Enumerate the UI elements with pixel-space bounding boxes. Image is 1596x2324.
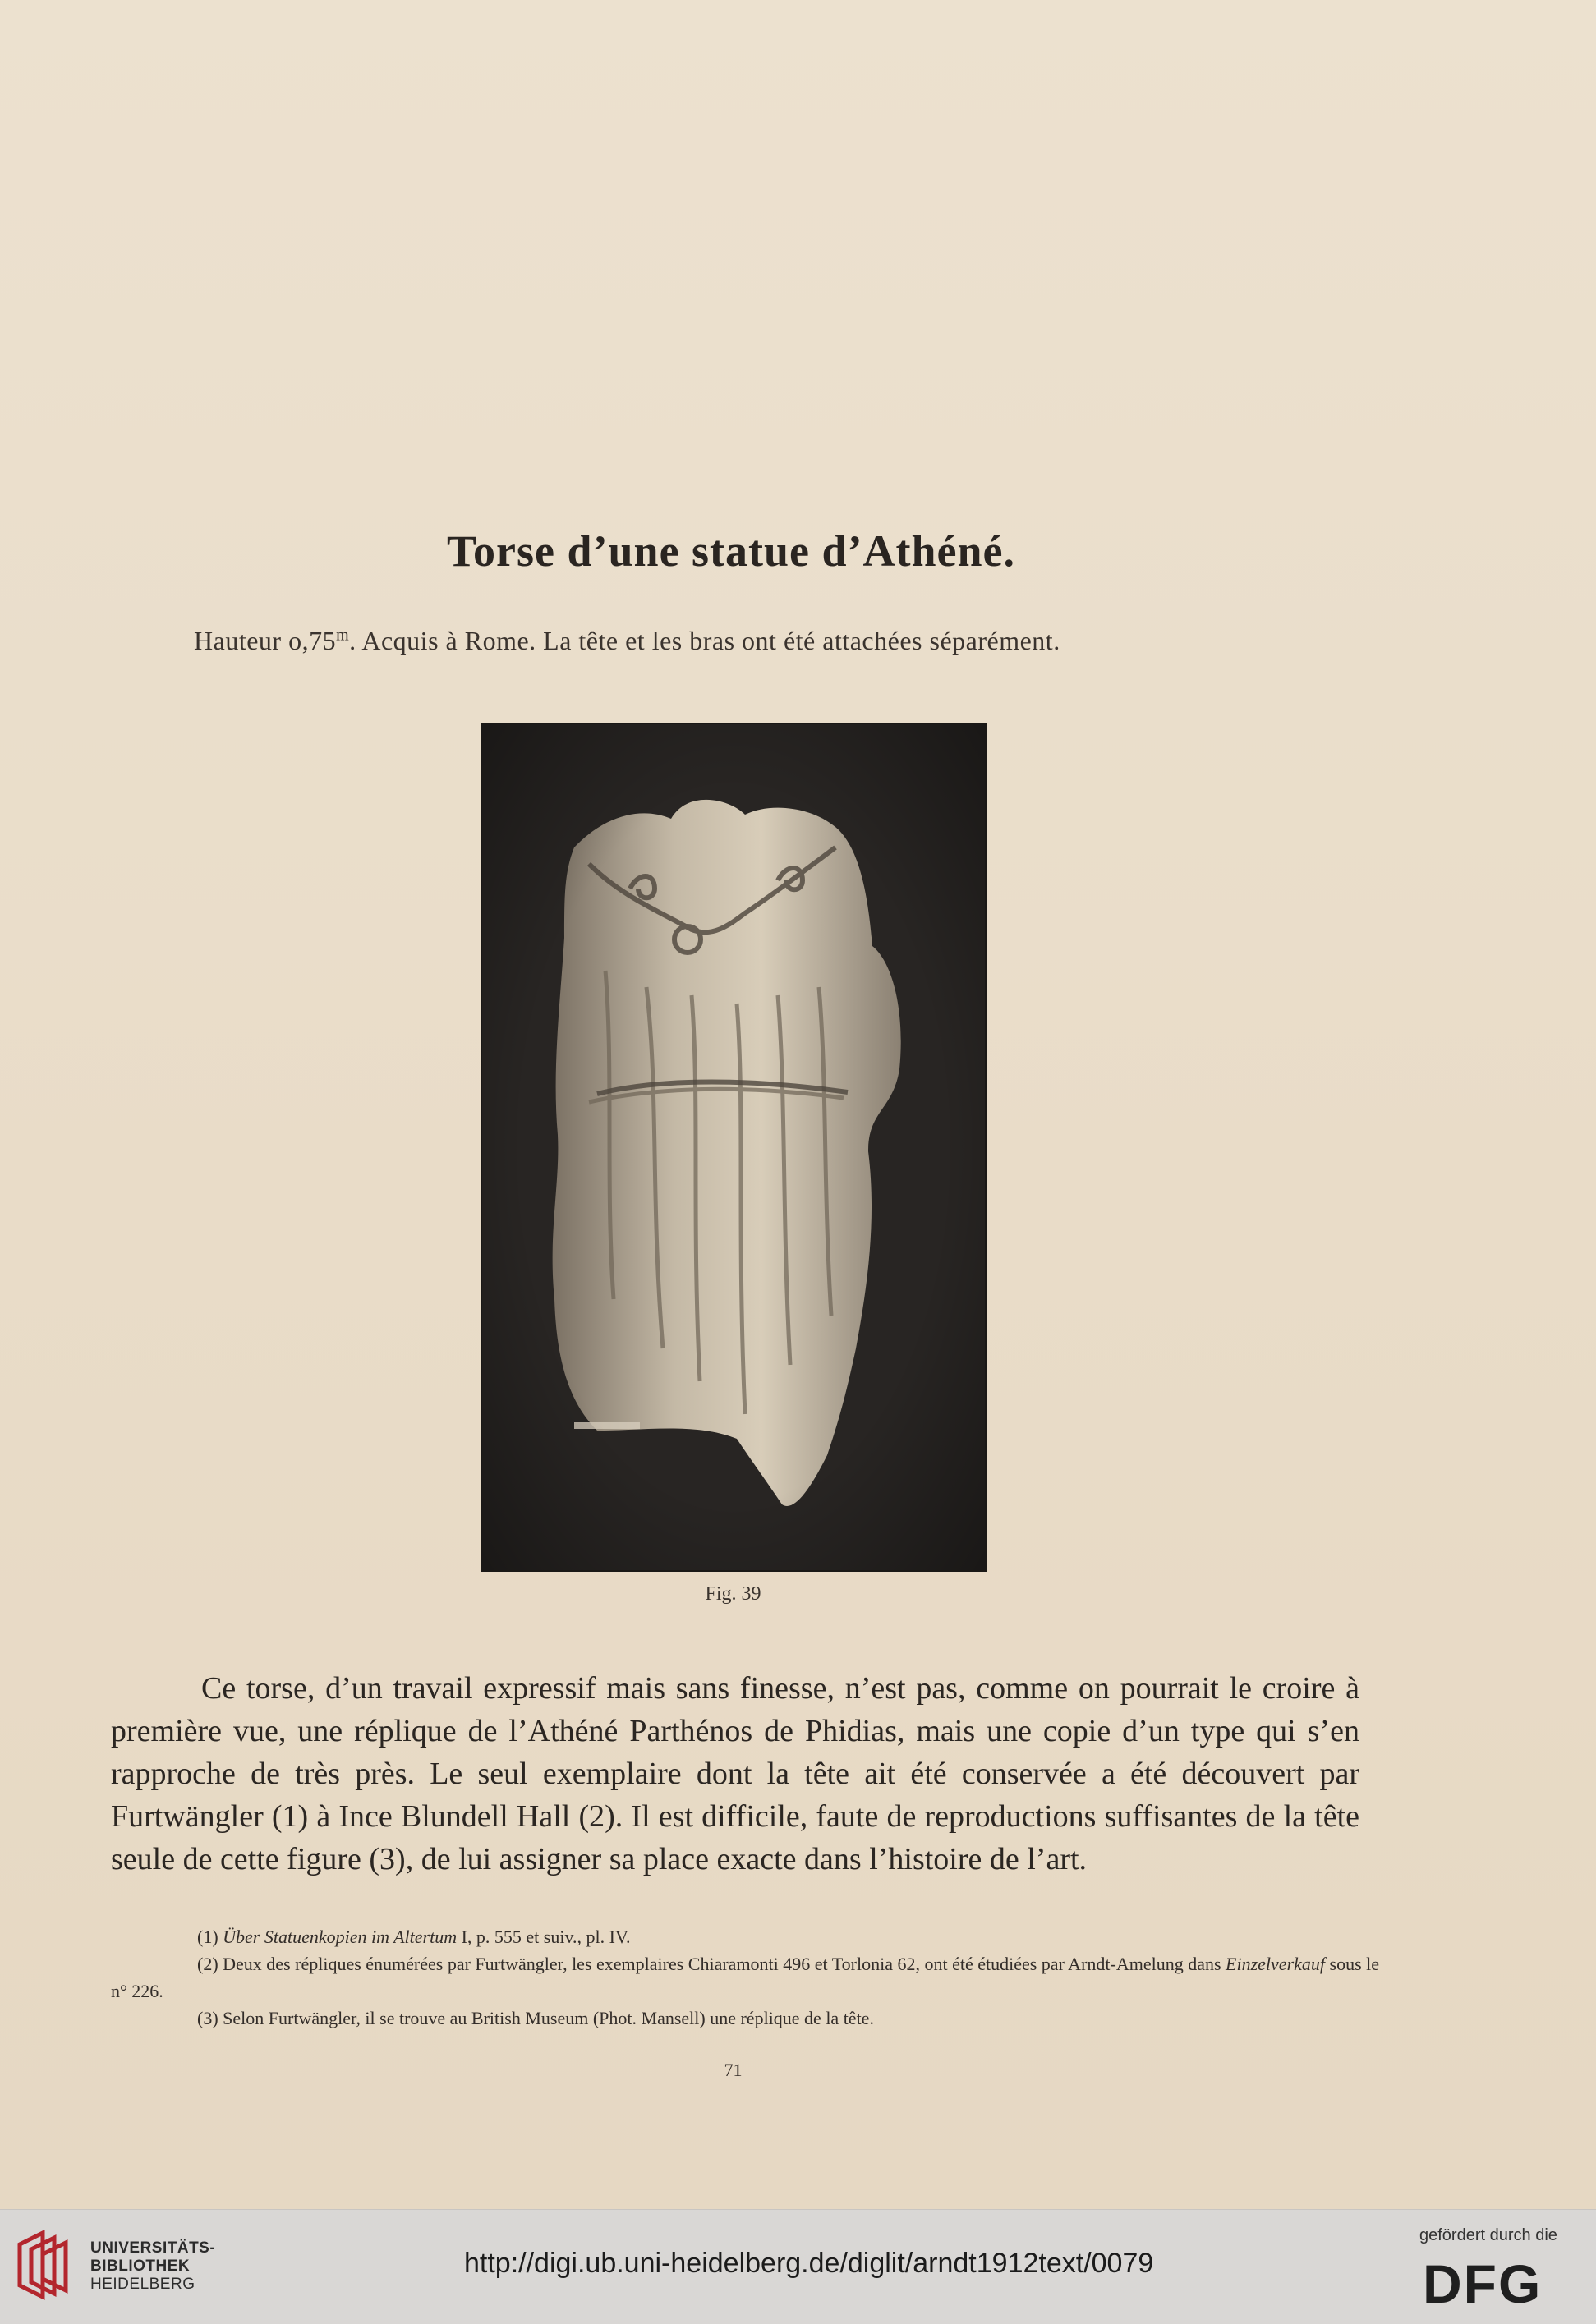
source-url-link[interactable]: http://digi.ub.uni-heidelberg.de/diglit/arndt1912text/0079 bbox=[464, 2248, 1154, 2279]
heidelberg-library-logo-icon bbox=[15, 2228, 71, 2302]
unit-superscript: m bbox=[336, 626, 350, 645]
footnote-1: (1) Über Statuenkopien im Altertum I, p. 555 et suiv., pl. IV. bbox=[197, 1927, 631, 1947]
torso-image bbox=[482, 724, 985, 1570]
funding-label: gefördert durch die bbox=[1419, 2226, 1557, 2244]
digitization-footer bbox=[0, 2209, 1596, 2324]
acquisition-text: . Acquis à Rome. La tête et les bras ont été attachées séparément. bbox=[349, 626, 1060, 655]
footnotes bbox=[111, 1923, 1392, 2032]
torso-photograph bbox=[481, 723, 987, 1572]
page-number: 71 bbox=[724, 2060, 743, 2080]
paragraph-text: Ce torse, d’un travail expressif mais sans finesse, n’est pas, comme on pourrait le croire à première vue, une réplique de l’Athéné Parthénos de Phidias, mais une copie d’un type qui s’en rapproche de très près. Le seul exemplaire dont la tête ait été conservée a été découvert par Furtwängler (1) à Ince Blundell Hall (2). Il est difficile, faute de reproductions suffisantes de la tête seule de cette figure (3), de lui assigner sa place exacte dans l’histoire de l’art. bbox=[111, 1671, 1359, 1876]
dfg-logo: DFG bbox=[1423, 2253, 1543, 2314]
page-title: Torse d’une statue d’Athéné. bbox=[446, 526, 1016, 576]
figure-caption: Fig. 39 bbox=[705, 1583, 761, 1605]
library-name: UNIVERSITÄTS- BIBLIOTHEK HEIDELBERG bbox=[90, 2239, 216, 2293]
height-label: Hauteur o,75 bbox=[194, 626, 337, 655]
footnote-3: (3) Selon Furtwängler, il se trouve au British Museum (Phot. Mansell) une réplique de la tête. bbox=[197, 2008, 874, 2028]
footnote-2: (2) Deux des répliques énumérées par Furtwängler, les exemplaires Chiaramonti 496 et Torlonia 62, ont été étudiées par Arndt-Amelung dans Einzelverkauf sous le n° 226. bbox=[111, 1954, 1380, 2001]
statue-description bbox=[194, 626, 1262, 656]
body-paragraph bbox=[111, 1667, 1359, 1881]
